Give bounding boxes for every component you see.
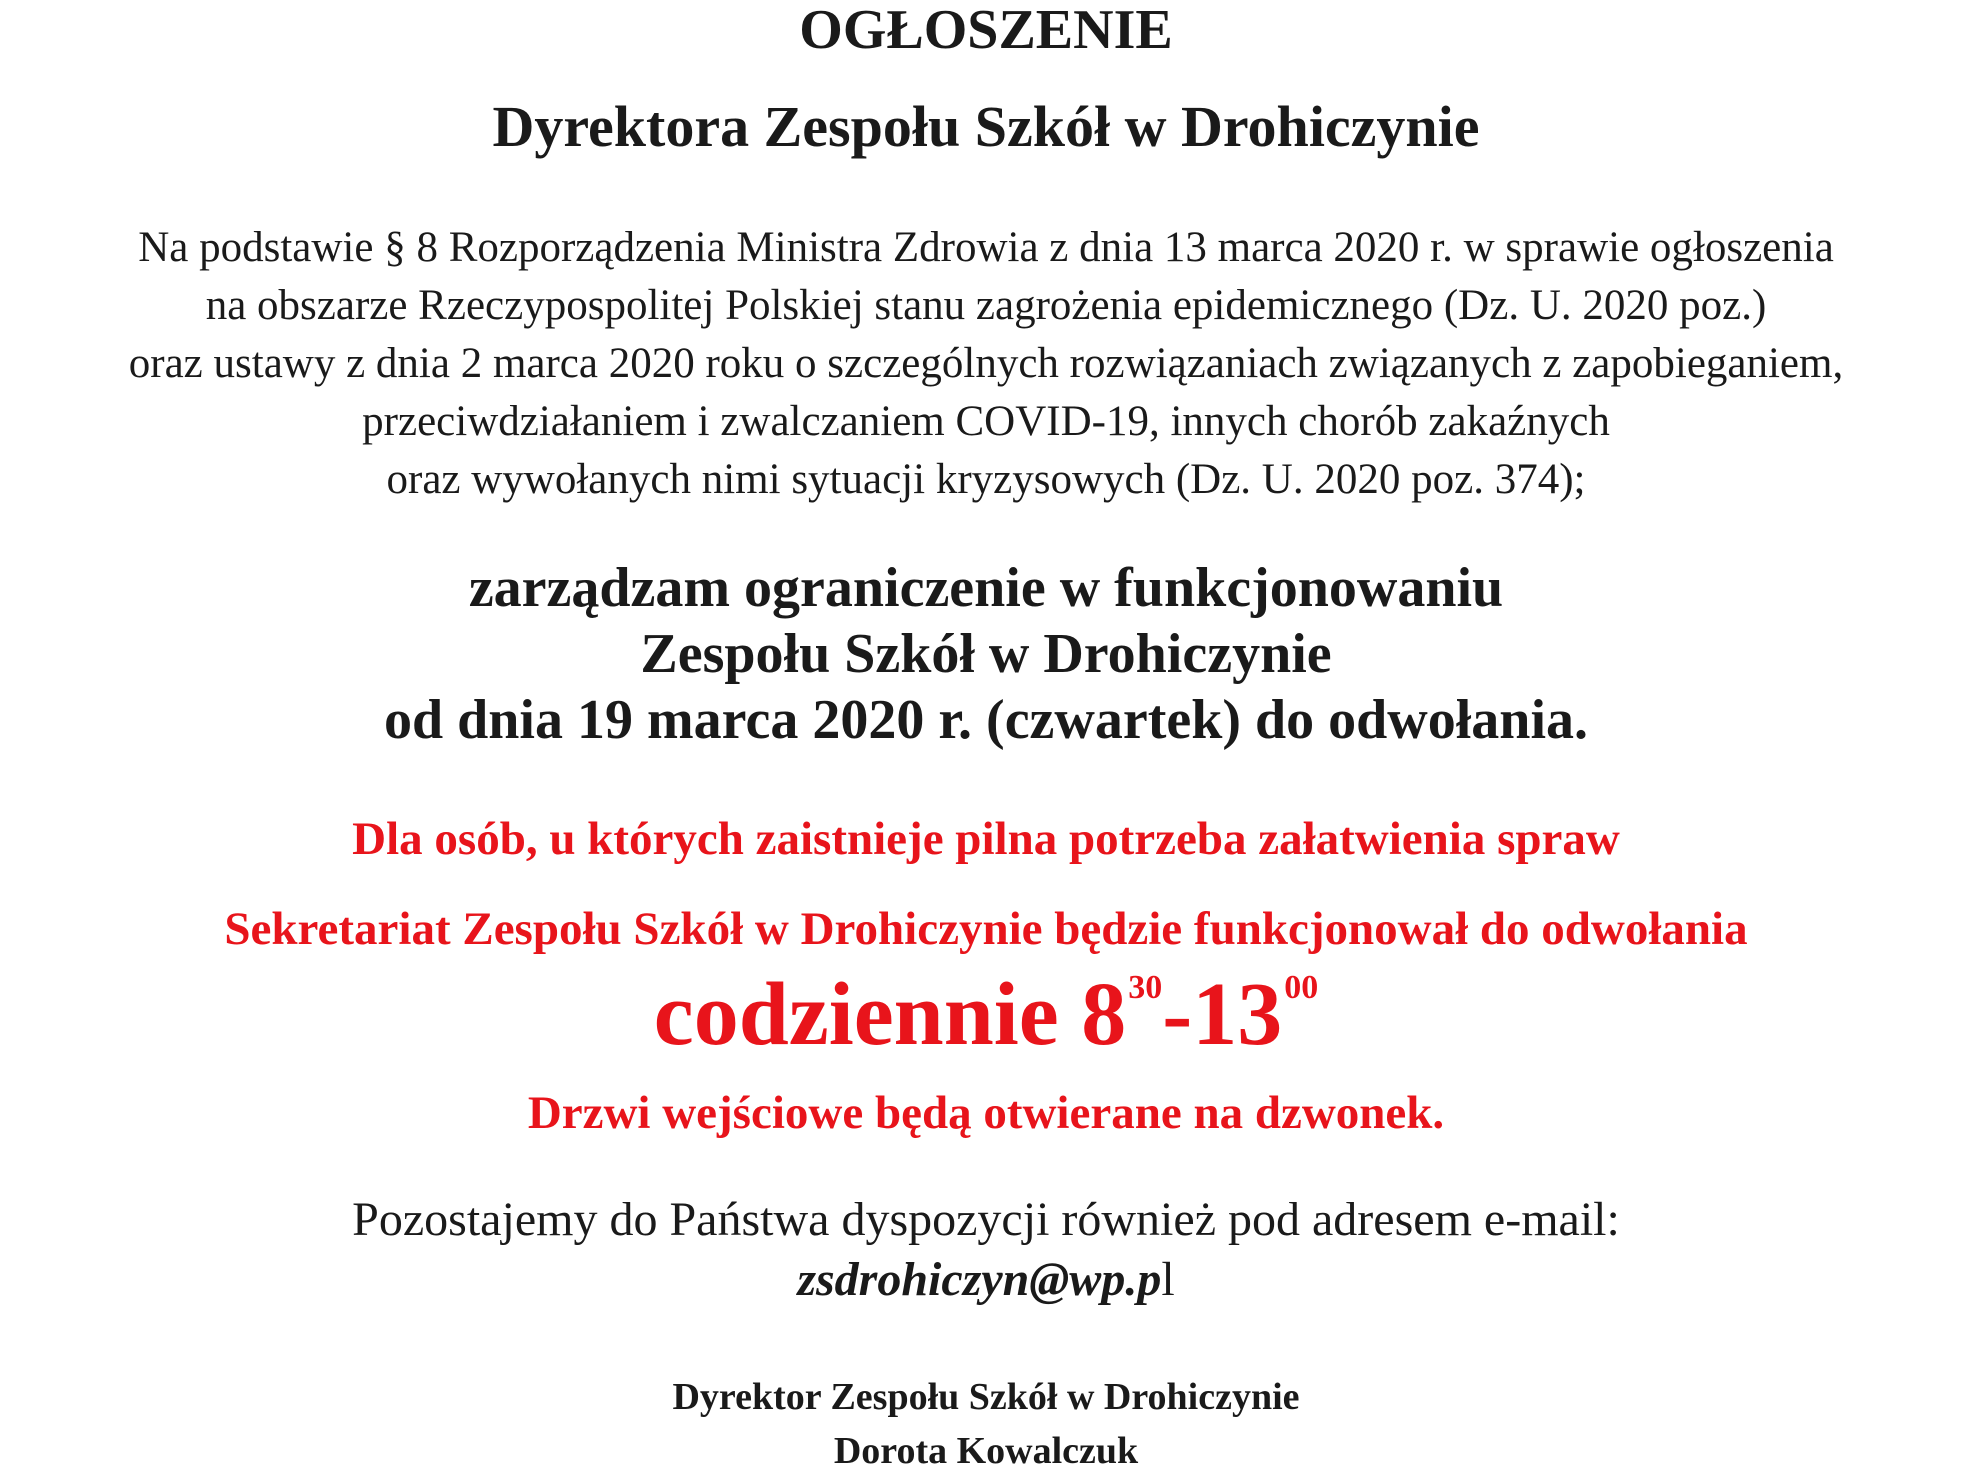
- decision-line-1: zarządzam ograniczenie w funkcjonowaniu: [468, 557, 1504, 619]
- announcement-title: OGŁOSZENIE: [799, 0, 1173, 61]
- announcement-subtitle: Dyrektora Zespołu Szkół w Drohiczynie: [492, 94, 1480, 159]
- decision-line-3: od dnia 19 marca 2020 r. (czwartek) do odwołania.: [384, 689, 1588, 751]
- legal-basis-line-3: oraz ustawy z dnia 2 marca 2020 roku o szczególnych rozwiązaniach związanych z zapobieganiem,: [128, 340, 1844, 387]
- notice-line-3: Drzwi wejściowe będą otwierane na dzwonek.: [527, 1087, 1445, 1139]
- office-hours-start-minutes: 30: [1128, 969, 1163, 1006]
- contact-email[interactable]: [0, 1253, 1972, 1306]
- legal-basis-line-5: oraz wywołanych nimi sytuacji kryzysowych (Dz. U. 2020 poz. 374);: [386, 456, 1586, 503]
- office-hours: [0, 965, 1972, 1064]
- notice-line-2: Sekretariat Zespołu Szkół w Drohiczynie będzie funkcjonował do odwołania: [224, 903, 1748, 955]
- notice-line-1: Dla osób, u których zaistnieje pilna potrzeba załatwienia spraw: [352, 813, 1620, 865]
- legal-basis-line-1: Na podstawie § 8 Rozporządzenia Ministra Zdrowia z dnia 13 marca 2020 r. w sprawie ogłoszenia: [138, 224, 1834, 271]
- contact-email-tail[interactable]: l: [1161, 1253, 1175, 1306]
- office-hours-prefix: codziennie 8: [653, 965, 1127, 1064]
- contact-line: Pozostajemy do Państwa dyspozycji również pod adresem e-mail:: [352, 1193, 1620, 1246]
- office-hours-end-minutes: 00: [1284, 969, 1319, 1006]
- office-hours-separator: -13: [1162, 965, 1283, 1064]
- signature-name: Dorota Kowalczuk: [833, 1430, 1139, 1472]
- legal-basis-line-4: przeciwdziałaniem i zwalczaniem COVID-19, innych chorób zakaźnych: [362, 398, 1610, 445]
- legal-basis-line-2: na obszarze Rzeczypospolitej Polskiej stanu zagrożenia epidemicznego (Dz. U. 2020 poz.): [205, 282, 1767, 329]
- contact-email-main[interactable]: zsdrohiczyn@wp.p: [797, 1253, 1162, 1306]
- decision-line-2: Zespołu Szkół w Drohiczynie: [640, 623, 1332, 685]
- signature-role: Dyrektor Zespołu Szkół w Drohiczynie: [672, 1376, 1300, 1418]
